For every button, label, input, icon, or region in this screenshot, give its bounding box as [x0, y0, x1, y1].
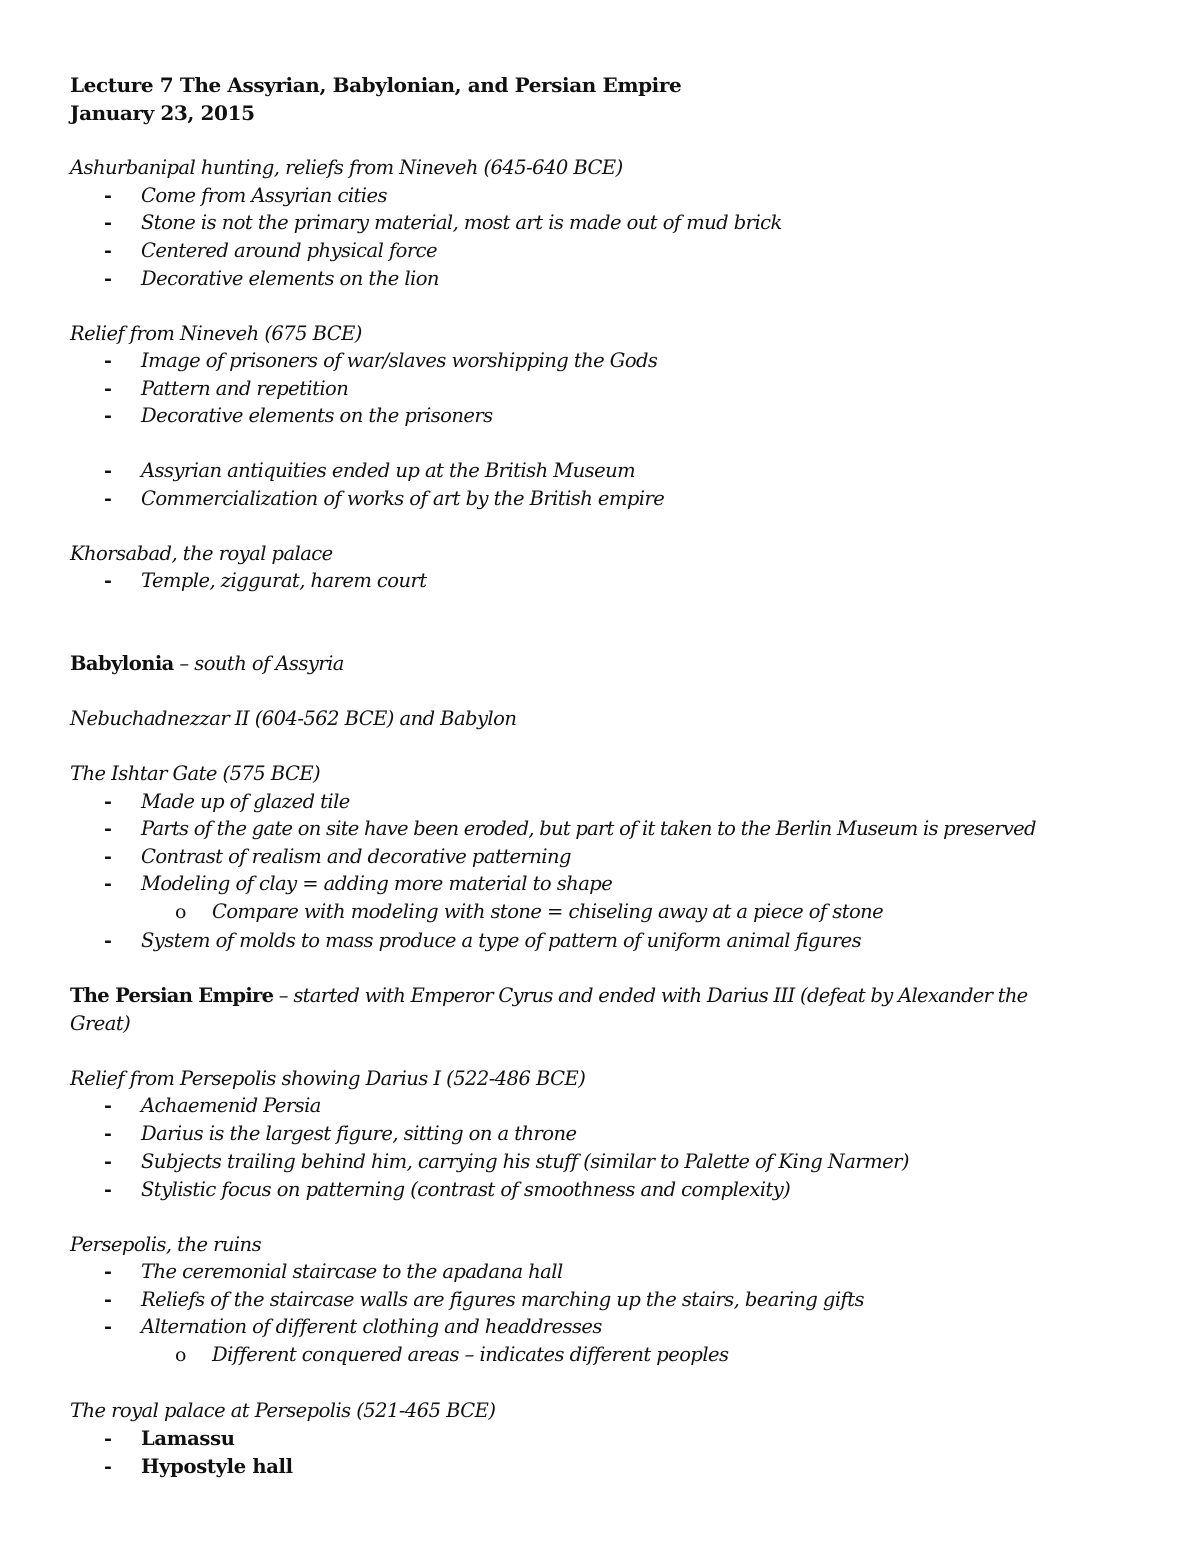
bullet-dash: - [104, 1179, 112, 1201]
list-item: System of molds to mass produce a type of pattern of uniform animal figures [141, 929, 862, 952]
bullet-dash: - [104, 930, 112, 952]
list-item: Contrast of realism and decorative patterning [141, 845, 571, 868]
section-heading: Relief from Nineveh (675 BCE) [70, 322, 362, 345]
bullet-dash: - [104, 846, 112, 868]
list-item: Come from Assyrian cities [141, 184, 387, 207]
bullet-dash: - [104, 240, 112, 262]
list-item: Parts of the gate on site have been eroded, but part of it taken to the Berlin Museum is preserved [141, 817, 1036, 840]
list-item: Commercialization of works of art by the British empire [141, 487, 665, 510]
list-item: Stone is not the primary material, most art is made out of mud brick [141, 211, 782, 234]
list-item: Decorative elements on the prisoners [141, 404, 493, 427]
bullet-dash: - [104, 460, 112, 482]
heading-rest: – south of Assyria [173, 652, 344, 675]
list-item: The ceremonial staircase to the apadana hall [141, 1260, 563, 1283]
heading-bold-part: The Persian Empire [70, 984, 274, 1007]
section-heading: Persepolis, the ruins [70, 1233, 262, 1256]
list-item: Subjects trailing behind him, carrying his stuff (similar to Palette of King Narmer) [141, 1150, 909, 1173]
sub-bullet-circle: o [175, 901, 187, 923]
section-heading: The royal palace at Persepolis (521-465 BCE) [70, 1399, 496, 1422]
sub-bullet-circle: o [175, 1344, 187, 1366]
sub-list-item: Compare with modeling with stone = chiseling away at a piece of stone [212, 900, 884, 923]
heading-rest: – started with Emperor Cyrus and ended with Darius III (defeat by Alexander the [273, 984, 1028, 1007]
bullet-dash: - [104, 1123, 112, 1145]
bullet-dash: - [104, 818, 112, 840]
bullet-dash: - [104, 1289, 112, 1311]
bullet-dash: - [104, 1316, 112, 1338]
list-item: Hypostyle hall [141, 1455, 293, 1478]
bullet-dash: - [104, 1456, 112, 1478]
list-item: Alternation of different clothing and headdresses [141, 1315, 602, 1338]
bullet-dash: - [104, 185, 112, 207]
bullet-dash: - [104, 570, 112, 592]
heading-bold-part: Babylonia [70, 652, 174, 675]
bullet-dash: - [104, 212, 112, 234]
bullet-dash: - [104, 1261, 112, 1283]
list-item: Image of prisoners of war/slaves worshipping the Gods [141, 349, 658, 372]
bullet-dash: - [104, 1151, 112, 1173]
list-item: Modeling of clay = adding more material to shape [141, 872, 613, 895]
bullet-dash: - [104, 1095, 112, 1117]
list-item: Pattern and repetition [141, 377, 349, 400]
list-item: Centered around physical force [141, 239, 437, 262]
list-item: Decorative elements on the lion [141, 267, 439, 290]
bullet-dash: - [104, 405, 112, 427]
list-item: Darius is the largest figure, sitting on a throne [141, 1122, 577, 1145]
section-heading: Nebuchadnezzar II (604-562 BCE) and Babylon [70, 707, 517, 730]
list-item: Achaemenid Persia [141, 1094, 321, 1117]
section-heading [70, 650, 344, 678]
heading-continuation: Great) [70, 1012, 131, 1035]
section-heading: The Ishtar Gate (575 BCE) [70, 762, 321, 785]
list-item: Lamassu [141, 1427, 235, 1450]
document-date: January 23, 2015 [70, 101, 255, 125]
list-item: Made up of glazed tile [141, 790, 350, 813]
section-heading: Ashurbanipal hunting, reliefs from Nineveh (645-640 BCE) [70, 156, 623, 179]
list-item: Temple, ziggurat, harem court [141, 569, 427, 592]
bullet-dash: - [104, 378, 112, 400]
section-heading [70, 982, 1028, 1010]
list-item: Stylistic focus on patterning (contrast of smoothness and complexity) [141, 1178, 791, 1201]
bullet-dash: - [104, 1428, 112, 1450]
bullet-dash: - [104, 268, 112, 290]
bullet-dash: - [104, 488, 112, 510]
bullet-dash: - [104, 350, 112, 372]
bullet-dash: - [104, 791, 112, 813]
bullet-dash: - [104, 873, 112, 895]
list-item: Reliefs of the staircase walls are figures marching up the stairs, bearing gifts [141, 1288, 864, 1311]
list-item: Assyrian antiquities ended up at the British Museum [141, 459, 636, 482]
document-title: Lecture 7 The Assyrian, Babylonian, and Persian Empire [70, 73, 682, 97]
sub-list-item: Different conquered areas – indicates different peoples [212, 1343, 729, 1366]
section-heading: Khorsabad, the royal palace [70, 542, 333, 565]
section-heading: Relief from Persepolis showing Darius I (522-486 BCE) [70, 1067, 586, 1090]
